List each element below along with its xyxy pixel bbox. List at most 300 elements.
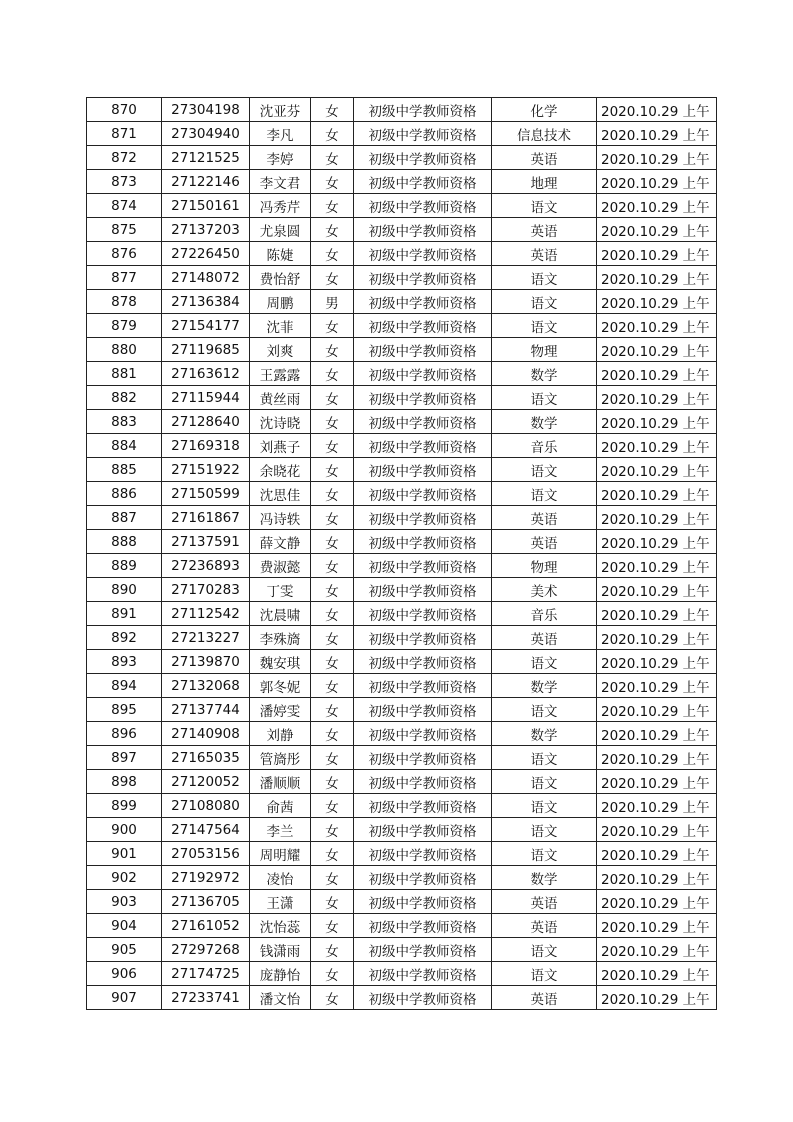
exam-date: 2020.10.29 — [601, 799, 679, 816]
exam-date: 2020.10.29 — [601, 175, 679, 192]
exam-date: 2020.10.29 — [601, 871, 679, 888]
exam-date: 2020.10.29 — [601, 823, 679, 840]
seq-cell: 887 — [87, 506, 162, 530]
exam-time-cell — [597, 434, 717, 458]
candidate-id-cell: 27154177 — [162, 314, 250, 338]
certificate-type-cell: 初级中学教师资格 — [354, 674, 492, 698]
exam-session: 上午 — [682, 511, 710, 528]
gender-cell: 女 — [311, 266, 354, 290]
candidate-name-cell: 李殊旖 — [250, 626, 311, 650]
subject-cell: 数学 — [492, 674, 597, 698]
exam-session: 上午 — [682, 271, 710, 288]
seq-cell: 875 — [87, 218, 162, 242]
table-row — [87, 482, 717, 506]
seq-cell: 907 — [87, 986, 162, 1010]
exam-time-cell — [597, 554, 717, 578]
exam-date: 2020.10.29 — [601, 535, 679, 552]
table-row — [87, 242, 717, 266]
exam-date: 2020.10.29 — [601, 391, 679, 408]
exam-time-cell — [597, 314, 717, 338]
candidate-name-cell: 李婷 — [250, 146, 311, 170]
table-row — [87, 530, 717, 554]
exam-session: 上午 — [682, 679, 710, 696]
gender-cell: 女 — [311, 962, 354, 986]
gender-cell: 女 — [311, 626, 354, 650]
table-row — [87, 338, 717, 362]
subject-cell: 语文 — [492, 650, 597, 674]
candidate-id-cell: 27119685 — [162, 338, 250, 362]
exam-session: 上午 — [682, 463, 710, 480]
table-row — [87, 578, 717, 602]
table-row — [87, 914, 717, 938]
gender-cell: 女 — [311, 842, 354, 866]
subject-cell: 化学 — [492, 98, 597, 122]
exam-date: 2020.10.29 — [601, 895, 679, 912]
candidate-name-cell: 李文君 — [250, 170, 311, 194]
subject-cell: 物理 — [492, 554, 597, 578]
table-row — [87, 794, 717, 818]
candidate-name-cell: 俞茜 — [250, 794, 311, 818]
certificate-type-cell: 初级中学教师资格 — [354, 626, 492, 650]
exam-date: 2020.10.29 — [601, 151, 679, 168]
certificate-type-cell: 初级中学教师资格 — [354, 698, 492, 722]
candidate-id-cell: 27132068 — [162, 674, 250, 698]
candidate-name-cell: 潘文怡 — [250, 986, 311, 1010]
seq-cell: 884 — [87, 434, 162, 458]
subject-cell: 语文 — [492, 770, 597, 794]
exam-session: 上午 — [682, 847, 710, 864]
exam-date: 2020.10.29 — [601, 439, 679, 456]
exam-date: 2020.10.29 — [601, 247, 679, 264]
candidate-id-cell: 27137744 — [162, 698, 250, 722]
table-row — [87, 314, 717, 338]
exam-date: 2020.10.29 — [601, 631, 679, 648]
exam-session: 上午 — [682, 583, 710, 600]
exam-session: 上午 — [682, 727, 710, 744]
exam-time-cell — [597, 386, 717, 410]
subject-cell: 语文 — [492, 938, 597, 962]
certificate-type-cell: 初级中学教师资格 — [354, 986, 492, 1010]
exam-time-cell — [597, 818, 717, 842]
seq-cell: 870 — [87, 98, 162, 122]
gender-cell: 女 — [311, 530, 354, 554]
candidate-id-cell: 27121525 — [162, 146, 250, 170]
candidate-id-cell: 27151922 — [162, 458, 250, 482]
exam-session: 上午 — [682, 799, 710, 816]
gender-cell: 女 — [311, 794, 354, 818]
seq-cell: 903 — [87, 890, 162, 914]
exam-date: 2020.10.29 — [601, 127, 679, 144]
exam-session: 上午 — [682, 751, 710, 768]
exam-date: 2020.10.29 — [601, 751, 679, 768]
candidate-name-cell: 刘爽 — [250, 338, 311, 362]
table-row — [87, 698, 717, 722]
candidate-id-cell: 27122146 — [162, 170, 250, 194]
table-row — [87, 962, 717, 986]
table-row — [87, 986, 717, 1010]
exam-date: 2020.10.29 — [601, 727, 679, 744]
table-row — [87, 554, 717, 578]
certificate-type-cell: 初级中学教师资格 — [354, 338, 492, 362]
candidate-id-cell: 27304198 — [162, 98, 250, 122]
candidate-id-cell: 27139870 — [162, 650, 250, 674]
candidate-id-cell: 27147564 — [162, 818, 250, 842]
candidate-id-cell: 27112542 — [162, 602, 250, 626]
exam-session: 上午 — [682, 175, 710, 192]
table-row — [87, 938, 717, 962]
seq-cell: 902 — [87, 866, 162, 890]
candidate-id-cell: 27136705 — [162, 890, 250, 914]
candidate-name-cell: 王露露 — [250, 362, 311, 386]
table-row — [87, 194, 717, 218]
subject-cell: 物理 — [492, 338, 597, 362]
subject-cell: 数学 — [492, 410, 597, 434]
gender-cell: 女 — [311, 218, 354, 242]
candidate-name-cell: 冯秀芹 — [250, 194, 311, 218]
gender-cell: 女 — [311, 698, 354, 722]
subject-cell: 语文 — [492, 194, 597, 218]
subject-cell: 地理 — [492, 170, 597, 194]
gender-cell: 女 — [311, 194, 354, 218]
table-row — [87, 362, 717, 386]
candidate-id-cell: 27137203 — [162, 218, 250, 242]
candidate-id-cell: 27115944 — [162, 386, 250, 410]
exam-date: 2020.10.29 — [601, 103, 679, 120]
exam-session: 上午 — [682, 151, 710, 168]
exam-time-cell — [597, 578, 717, 602]
exam-date: 2020.10.29 — [601, 271, 679, 288]
table-row — [87, 386, 717, 410]
subject-cell: 语文 — [492, 794, 597, 818]
seq-cell: 895 — [87, 698, 162, 722]
seq-cell: 898 — [87, 770, 162, 794]
gender-cell: 女 — [311, 650, 354, 674]
seq-cell: 891 — [87, 602, 162, 626]
candidate-id-cell: 27140908 — [162, 722, 250, 746]
seq-cell: 873 — [87, 170, 162, 194]
candidate-name-cell: 尤泉圆 — [250, 218, 311, 242]
certificate-type-cell: 初级中学教师资格 — [354, 314, 492, 338]
gender-cell: 女 — [311, 722, 354, 746]
exam-session: 上午 — [682, 535, 710, 552]
exam-time-cell — [597, 626, 717, 650]
candidate-id-cell: 27120052 — [162, 770, 250, 794]
exam-time-cell — [597, 842, 717, 866]
exam-time-cell — [597, 866, 717, 890]
candidate-id-cell: 27150161 — [162, 194, 250, 218]
candidate-id-cell: 27165035 — [162, 746, 250, 770]
gender-cell: 女 — [311, 986, 354, 1010]
candidate-name-cell: 沈晨啸 — [250, 602, 311, 626]
gender-cell: 女 — [311, 938, 354, 962]
candidate-id-cell: 27128640 — [162, 410, 250, 434]
candidate-name-cell: 王潇 — [250, 890, 311, 914]
exam-time-cell — [597, 146, 717, 170]
table-row — [87, 170, 717, 194]
exam-session: 上午 — [682, 367, 710, 384]
certificate-type-cell: 初级中学教师资格 — [354, 386, 492, 410]
table-row — [87, 266, 717, 290]
exam-session: 上午 — [682, 295, 710, 312]
exam-time-cell — [597, 338, 717, 362]
seq-cell: 883 — [87, 410, 162, 434]
exam-time-cell — [597, 650, 717, 674]
certificate-type-cell: 初级中学教师资格 — [354, 194, 492, 218]
seq-cell: 890 — [87, 578, 162, 602]
seq-cell: 880 — [87, 338, 162, 362]
certificate-type-cell: 初级中学教师资格 — [354, 506, 492, 530]
gender-cell: 女 — [311, 362, 354, 386]
exam-session: 上午 — [682, 319, 710, 336]
seq-cell: 876 — [87, 242, 162, 266]
exam-date: 2020.10.29 — [601, 343, 679, 360]
candidate-name-cell: 李兰 — [250, 818, 311, 842]
exam-time-cell — [597, 506, 717, 530]
exam-time-cell — [597, 266, 717, 290]
exam-session: 上午 — [682, 487, 710, 504]
exam-session: 上午 — [682, 943, 710, 960]
subject-cell: 数学 — [492, 362, 597, 386]
exam-time-cell — [597, 938, 717, 962]
candidate-id-cell: 27192972 — [162, 866, 250, 890]
candidate-name-cell: 冯诗轶 — [250, 506, 311, 530]
candidate-id-cell: 27053156 — [162, 842, 250, 866]
subject-cell: 语文 — [492, 962, 597, 986]
seq-cell: 872 — [87, 146, 162, 170]
candidate-name-cell: 潘顺顺 — [250, 770, 311, 794]
certificate-type-cell: 初级中学教师资格 — [354, 770, 492, 794]
candidate-name-cell: 沈菲 — [250, 314, 311, 338]
subject-cell: 英语 — [492, 146, 597, 170]
exam-time-cell — [597, 122, 717, 146]
exam-time-cell — [597, 482, 717, 506]
gender-cell: 女 — [311, 98, 354, 122]
gender-cell: 女 — [311, 458, 354, 482]
subject-cell: 美术 — [492, 578, 597, 602]
exam-session: 上午 — [682, 871, 710, 888]
seq-cell: 892 — [87, 626, 162, 650]
exam-date: 2020.10.29 — [601, 415, 679, 432]
table-row — [87, 218, 717, 242]
seq-cell: 897 — [87, 746, 162, 770]
certificate-type-cell: 初级中学教师资格 — [354, 554, 492, 578]
exam-time-cell — [597, 170, 717, 194]
certificate-type-cell: 初级中学教师资格 — [354, 482, 492, 506]
exam-session: 上午 — [682, 223, 710, 240]
candidate-id-cell: 27137591 — [162, 530, 250, 554]
candidate-name-cell: 沈怡蕊 — [250, 914, 311, 938]
seq-cell: 904 — [87, 914, 162, 938]
subject-cell: 英语 — [492, 506, 597, 530]
candidate-id-cell: 27236893 — [162, 554, 250, 578]
subject-cell: 数学 — [492, 866, 597, 890]
exam-session: 上午 — [682, 967, 710, 984]
exam-time-cell — [597, 410, 717, 434]
exam-session: 上午 — [682, 439, 710, 456]
exam-time-cell — [597, 962, 717, 986]
seq-cell: 899 — [87, 794, 162, 818]
exam-time-cell — [597, 458, 717, 482]
exam-date: 2020.10.29 — [601, 967, 679, 984]
candidate-name-cell: 魏安琪 — [250, 650, 311, 674]
exam-time-cell — [597, 986, 717, 1010]
gender-cell: 女 — [311, 434, 354, 458]
gender-cell: 女 — [311, 890, 354, 914]
certificate-type-cell: 初级中学教师资格 — [354, 146, 492, 170]
candidate-name-cell: 凌怡 — [250, 866, 311, 890]
candidate-id-cell: 27226450 — [162, 242, 250, 266]
candidate-id-cell: 27174725 — [162, 962, 250, 986]
table-row — [87, 146, 717, 170]
certificate-type-cell: 初级中学教师资格 — [354, 290, 492, 314]
certificate-type-cell: 初级中学教师资格 — [354, 818, 492, 842]
table-row — [87, 722, 717, 746]
exam-session: 上午 — [682, 343, 710, 360]
subject-cell: 英语 — [492, 986, 597, 1010]
exam-session: 上午 — [682, 703, 710, 720]
seq-cell: 901 — [87, 842, 162, 866]
candidate-name-cell: 薛文静 — [250, 530, 311, 554]
candidate-table — [86, 97, 717, 1010]
exam-date: 2020.10.29 — [601, 463, 679, 480]
certificate-type-cell: 初级中学教师资格 — [354, 266, 492, 290]
table-row — [87, 410, 717, 434]
exam-time-cell — [597, 674, 717, 698]
seq-cell: 900 — [87, 818, 162, 842]
exam-date: 2020.10.29 — [601, 847, 679, 864]
exam-session: 上午 — [682, 823, 710, 840]
exam-time-cell — [597, 698, 717, 722]
certificate-type-cell: 初级中学教师资格 — [354, 530, 492, 554]
exam-time-cell — [597, 362, 717, 386]
certificate-type-cell: 初级中学教师资格 — [354, 458, 492, 482]
subject-cell: 音乐 — [492, 434, 597, 458]
exam-session: 上午 — [682, 631, 710, 648]
certificate-type-cell: 初级中学教师资格 — [354, 866, 492, 890]
exam-session: 上午 — [682, 991, 710, 1008]
table-row — [87, 674, 717, 698]
certificate-type-cell: 初级中学教师资格 — [354, 890, 492, 914]
table-row — [87, 770, 717, 794]
exam-time-cell — [597, 722, 717, 746]
subject-cell: 英语 — [492, 914, 597, 938]
exam-date: 2020.10.29 — [601, 319, 679, 336]
candidate-name-cell: 周明耀 — [250, 842, 311, 866]
candidate-id-cell: 27163612 — [162, 362, 250, 386]
exam-date: 2020.10.29 — [601, 607, 679, 624]
gender-cell: 女 — [311, 170, 354, 194]
exam-session: 上午 — [682, 559, 710, 576]
gender-cell: 女 — [311, 866, 354, 890]
exam-date: 2020.10.29 — [601, 223, 679, 240]
subject-cell: 语文 — [492, 290, 597, 314]
gender-cell: 女 — [311, 746, 354, 770]
exam-session: 上午 — [682, 775, 710, 792]
exam-date: 2020.10.29 — [601, 679, 679, 696]
exam-date: 2020.10.29 — [601, 199, 679, 216]
table-row — [87, 602, 717, 626]
seq-cell: 882 — [87, 386, 162, 410]
candidate-name-cell: 沈亚芬 — [250, 98, 311, 122]
exam-time-cell — [597, 794, 717, 818]
candidate-name-cell: 管旖彤 — [250, 746, 311, 770]
exam-date: 2020.10.29 — [601, 295, 679, 312]
seq-cell: 896 — [87, 722, 162, 746]
gender-cell: 女 — [311, 506, 354, 530]
exam-time-cell — [597, 530, 717, 554]
exam-date: 2020.10.29 — [601, 559, 679, 576]
seq-cell: 871 — [87, 122, 162, 146]
candidate-id-cell: 27213227 — [162, 626, 250, 650]
subject-cell: 英语 — [492, 242, 597, 266]
gender-cell: 女 — [311, 314, 354, 338]
table-row — [87, 866, 717, 890]
certificate-type-cell: 初级中学教师资格 — [354, 794, 492, 818]
gender-cell: 女 — [311, 122, 354, 146]
exam-session: 上午 — [682, 655, 710, 672]
candidate-id-cell: 27170283 — [162, 578, 250, 602]
candidate-name-cell: 余晓花 — [250, 458, 311, 482]
certificate-type-cell: 初级中学教师资格 — [354, 938, 492, 962]
certificate-type-cell: 初级中学教师资格 — [354, 962, 492, 986]
certificate-type-cell: 初级中学教师资格 — [354, 602, 492, 626]
seq-cell: 889 — [87, 554, 162, 578]
subject-cell: 语文 — [492, 842, 597, 866]
table-row — [87, 650, 717, 674]
candidate-name-cell: 李凡 — [250, 122, 311, 146]
subject-cell: 英语 — [492, 626, 597, 650]
candidate-name-cell: 沈诗晓 — [250, 410, 311, 434]
candidate-name-cell: 钱潇雨 — [250, 938, 311, 962]
certificate-type-cell: 初级中学教师资格 — [354, 746, 492, 770]
subject-cell: 信息技术 — [492, 122, 597, 146]
gender-cell: 女 — [311, 818, 354, 842]
candidate-name-cell: 沈思佳 — [250, 482, 311, 506]
exam-session: 上午 — [682, 919, 710, 936]
gender-cell: 女 — [311, 770, 354, 794]
gender-cell: 女 — [311, 914, 354, 938]
table-row — [87, 746, 717, 770]
exam-session: 上午 — [682, 391, 710, 408]
gender-cell: 女 — [311, 242, 354, 266]
exam-time-cell — [597, 218, 717, 242]
seq-cell: 886 — [87, 482, 162, 506]
candidate-id-cell: 27169318 — [162, 434, 250, 458]
candidate-id-cell: 27233741 — [162, 986, 250, 1010]
exam-time-cell — [597, 746, 717, 770]
candidate-name-cell: 郭冬妮 — [250, 674, 311, 698]
exam-date: 2020.10.29 — [601, 775, 679, 792]
exam-session: 上午 — [682, 895, 710, 912]
exam-date: 2020.10.29 — [601, 991, 679, 1008]
gender-cell: 男 — [311, 290, 354, 314]
seq-cell: 906 — [87, 962, 162, 986]
subject-cell: 英语 — [492, 890, 597, 914]
gender-cell: 女 — [311, 674, 354, 698]
exam-time-cell — [597, 890, 717, 914]
candidate-id-cell: 27148072 — [162, 266, 250, 290]
subject-cell: 语文 — [492, 746, 597, 770]
certificate-type-cell: 初级中学教师资格 — [354, 98, 492, 122]
gender-cell: 女 — [311, 410, 354, 434]
exam-time-cell — [597, 194, 717, 218]
candidate-id-cell: 27108080 — [162, 794, 250, 818]
exam-session: 上午 — [682, 607, 710, 624]
candidate-name-cell: 庞静怡 — [250, 962, 311, 986]
subject-cell: 音乐 — [492, 602, 597, 626]
exam-session: 上午 — [682, 103, 710, 120]
candidate-id-cell: 27161867 — [162, 506, 250, 530]
